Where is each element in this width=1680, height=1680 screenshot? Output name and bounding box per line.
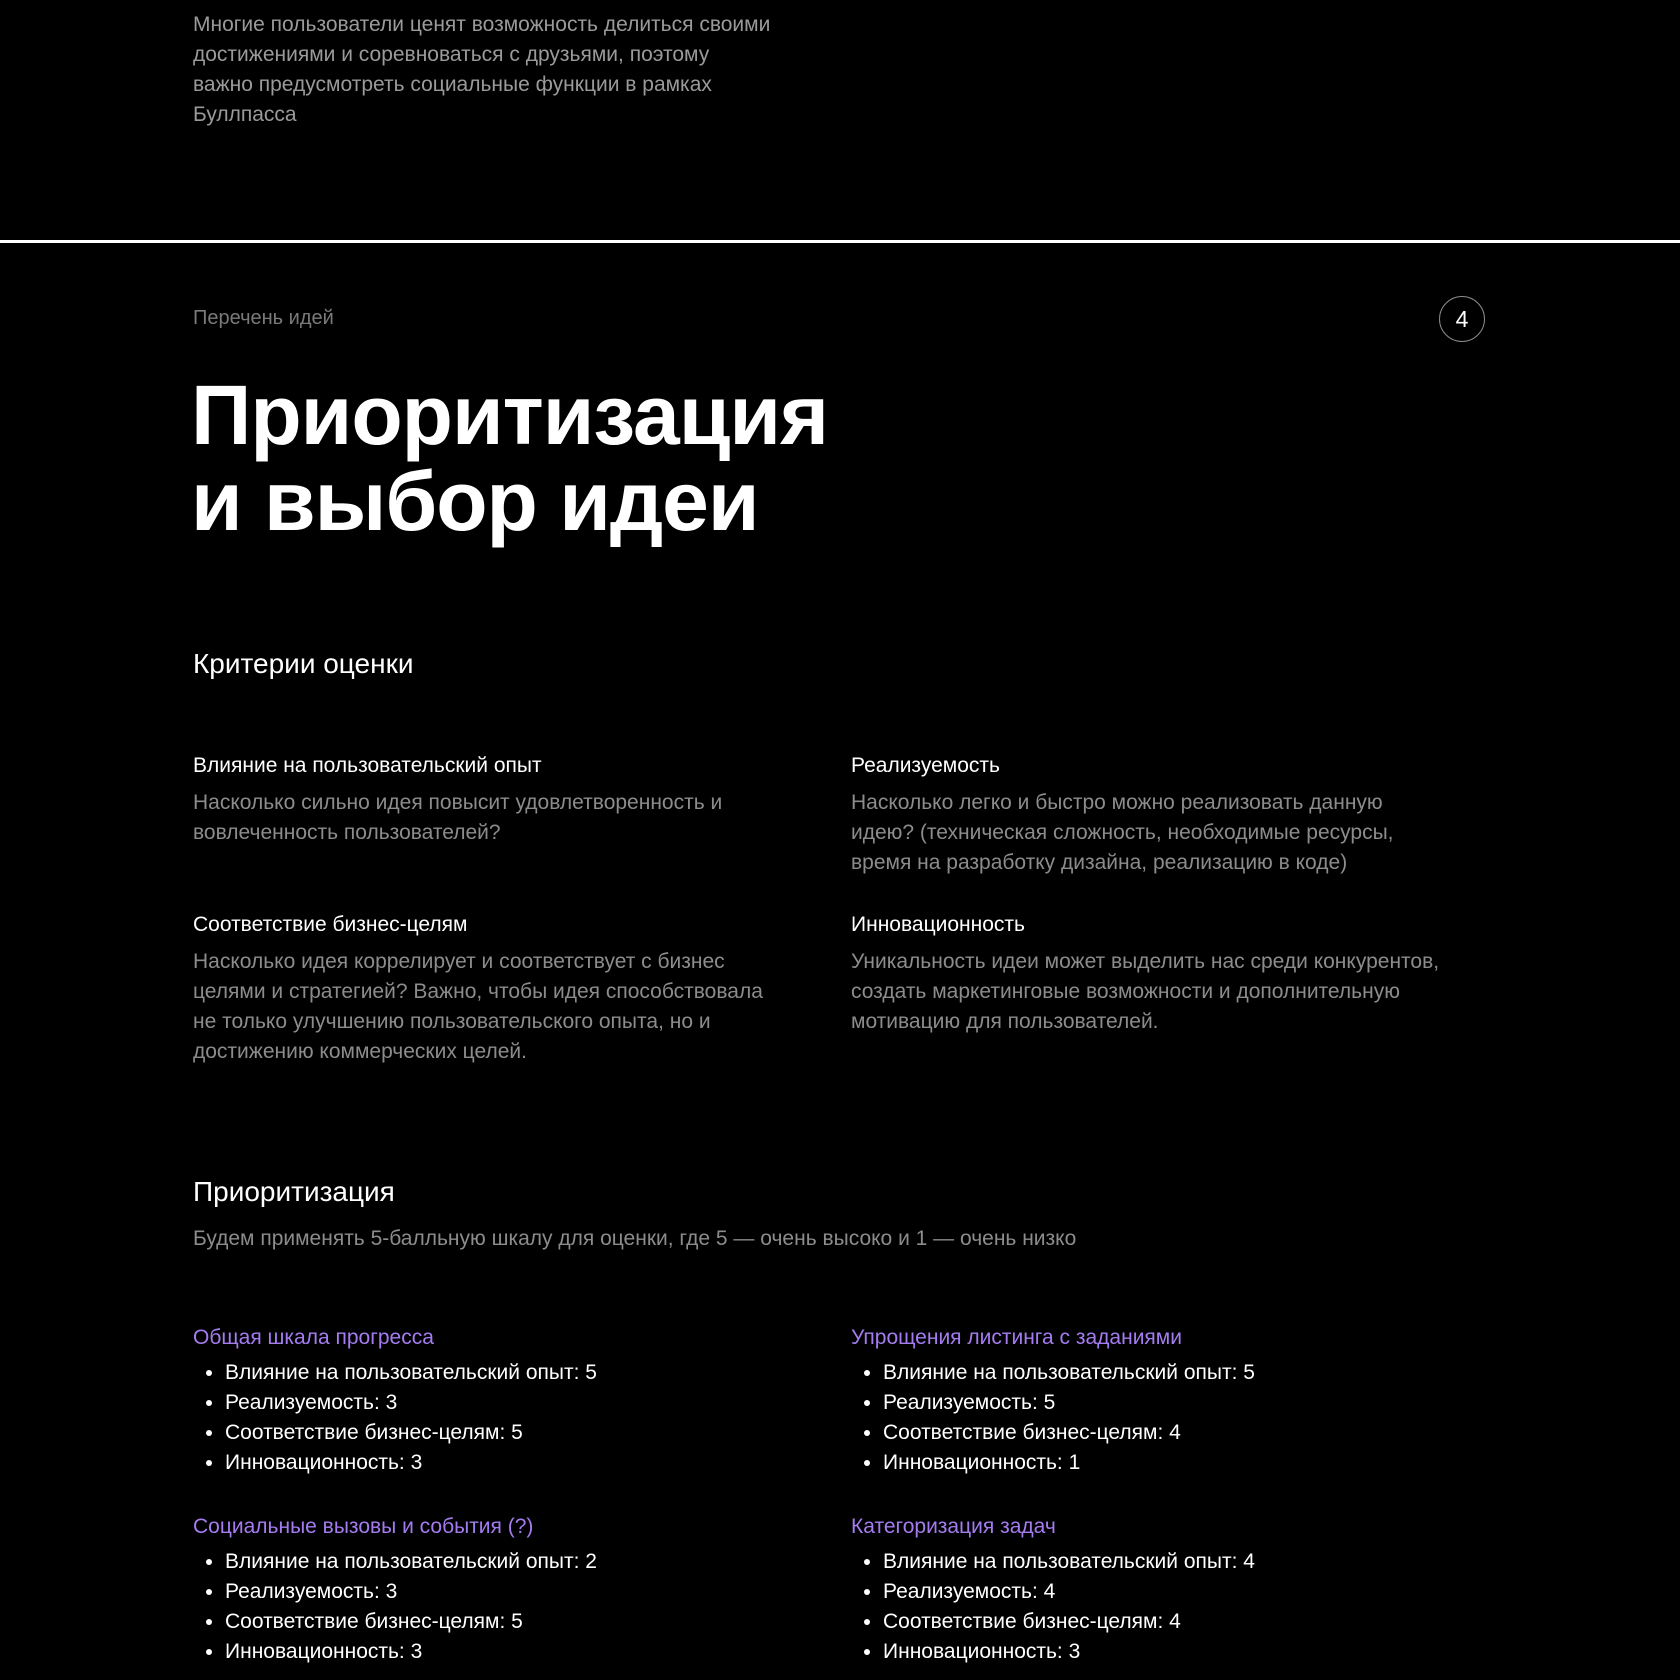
score-item: • Влияние на пользовательский опыт: 5 [883,1358,1451,1388]
idea-title: Категоризация задач [851,1515,1056,1538]
score-item: • Соответствие бизнес-целям: 4 [883,1418,1451,1448]
prioritization-description: Будем применять 5-балльную шкалу для оценки, где 5 — очень высоко и 1 — очень низко [193,1227,1077,1250]
idea-score-list [193,1358,793,1478]
score-item: • Реализуемость: 3 [225,1388,793,1418]
idea-score-list [851,1547,1451,1667]
criterion-feasibility [851,753,1441,878]
idea-task-categorization [851,1513,1451,1667]
idea-social-challenges [193,1513,793,1667]
section-divider [0,240,1680,243]
score-item: • Реализуемость: 4 [883,1577,1451,1607]
criterion-description: Насколько сильно идея повысит удовлетворенность и вовлеченность пользователей? [193,791,723,844]
page-title [191,368,829,548]
criterion-description: Уникальность идеи может выделить нас среди конкурентов, создать маркетинговые возможности и дополнительную мотивацию для пользователей. [851,950,1440,1033]
section-eyebrow: Перечень идей [193,307,334,329]
score-item: • Соответствие бизнес-целям: 5 [225,1607,793,1637]
criterion-title: Влияние на пользовательский опыт [193,754,542,777]
page-title-line-1: Приоритизация [191,368,829,462]
score-item: • Соответствие бизнес-целям: 4 [883,1607,1451,1637]
criterion-business-goals [193,912,783,1067]
idea-progress-scale [193,1324,793,1478]
page-number-badge: 4 [1439,296,1485,342]
idea-score-list [851,1358,1451,1478]
score-item: • Инновационность: 3 [883,1637,1451,1667]
criterion-innovation [851,912,1441,1037]
score-item: • Влияние на пользовательский опыт: 5 [225,1358,793,1388]
criterion-title: Соответствие бизнес-целям [193,913,468,936]
score-item: • Инновационность: 1 [883,1448,1451,1478]
criterion-title: Инновационность [851,913,1025,936]
score-item: • Инновационность: 3 [225,1637,793,1667]
score-item: • Влияние на пользовательский опыт: 4 [883,1547,1451,1577]
idea-title: Упрощения листинга с заданиями [851,1326,1182,1349]
idea-title: Общая шкала прогресса [193,1326,434,1349]
score-item: • Реализуемость: 3 [225,1577,793,1607]
criterion-description: Насколько легко и быстро можно реализовать данную идею? (техническая сложность, необходимые ресурсы, время на разработку дизайна, реализацию в коде) [851,791,1394,874]
criterion-title: Реализуемость [851,754,1000,777]
idea-simplified-listing [851,1324,1451,1478]
idea-title: Социальные вызовы и события (?) [193,1515,534,1538]
score-item: • Реализуемость: 5 [883,1388,1451,1418]
criterion-user-experience [193,753,783,848]
score-item: • Инновационность: 3 [225,1448,793,1478]
criterion-description: Насколько идея коррелирует и соответствует с бизнес целями и стратегией? Важно, чтобы идея способствовала не только улучшению пользовательского опыта, но и достижению коммерческих целей. [193,950,763,1063]
prioritization-heading: Приоритизация [193,1176,395,1207]
idea-score-list [193,1547,793,1667]
page-title-line-2: и выбор идеи [191,454,759,548]
score-item: • Соответствие бизнес-целям: 5 [225,1418,793,1448]
score-item: • Влияние на пользовательский опыт: 2 [225,1547,793,1577]
criteria-heading: Критерии оценки [193,648,414,679]
intro-paragraph: Многие пользователи ценят возможность делиться своими достижениями и соревноваться с друзьями, поэтому важно предусмотреть социальные функции в рамках Буллпасса [193,13,771,126]
